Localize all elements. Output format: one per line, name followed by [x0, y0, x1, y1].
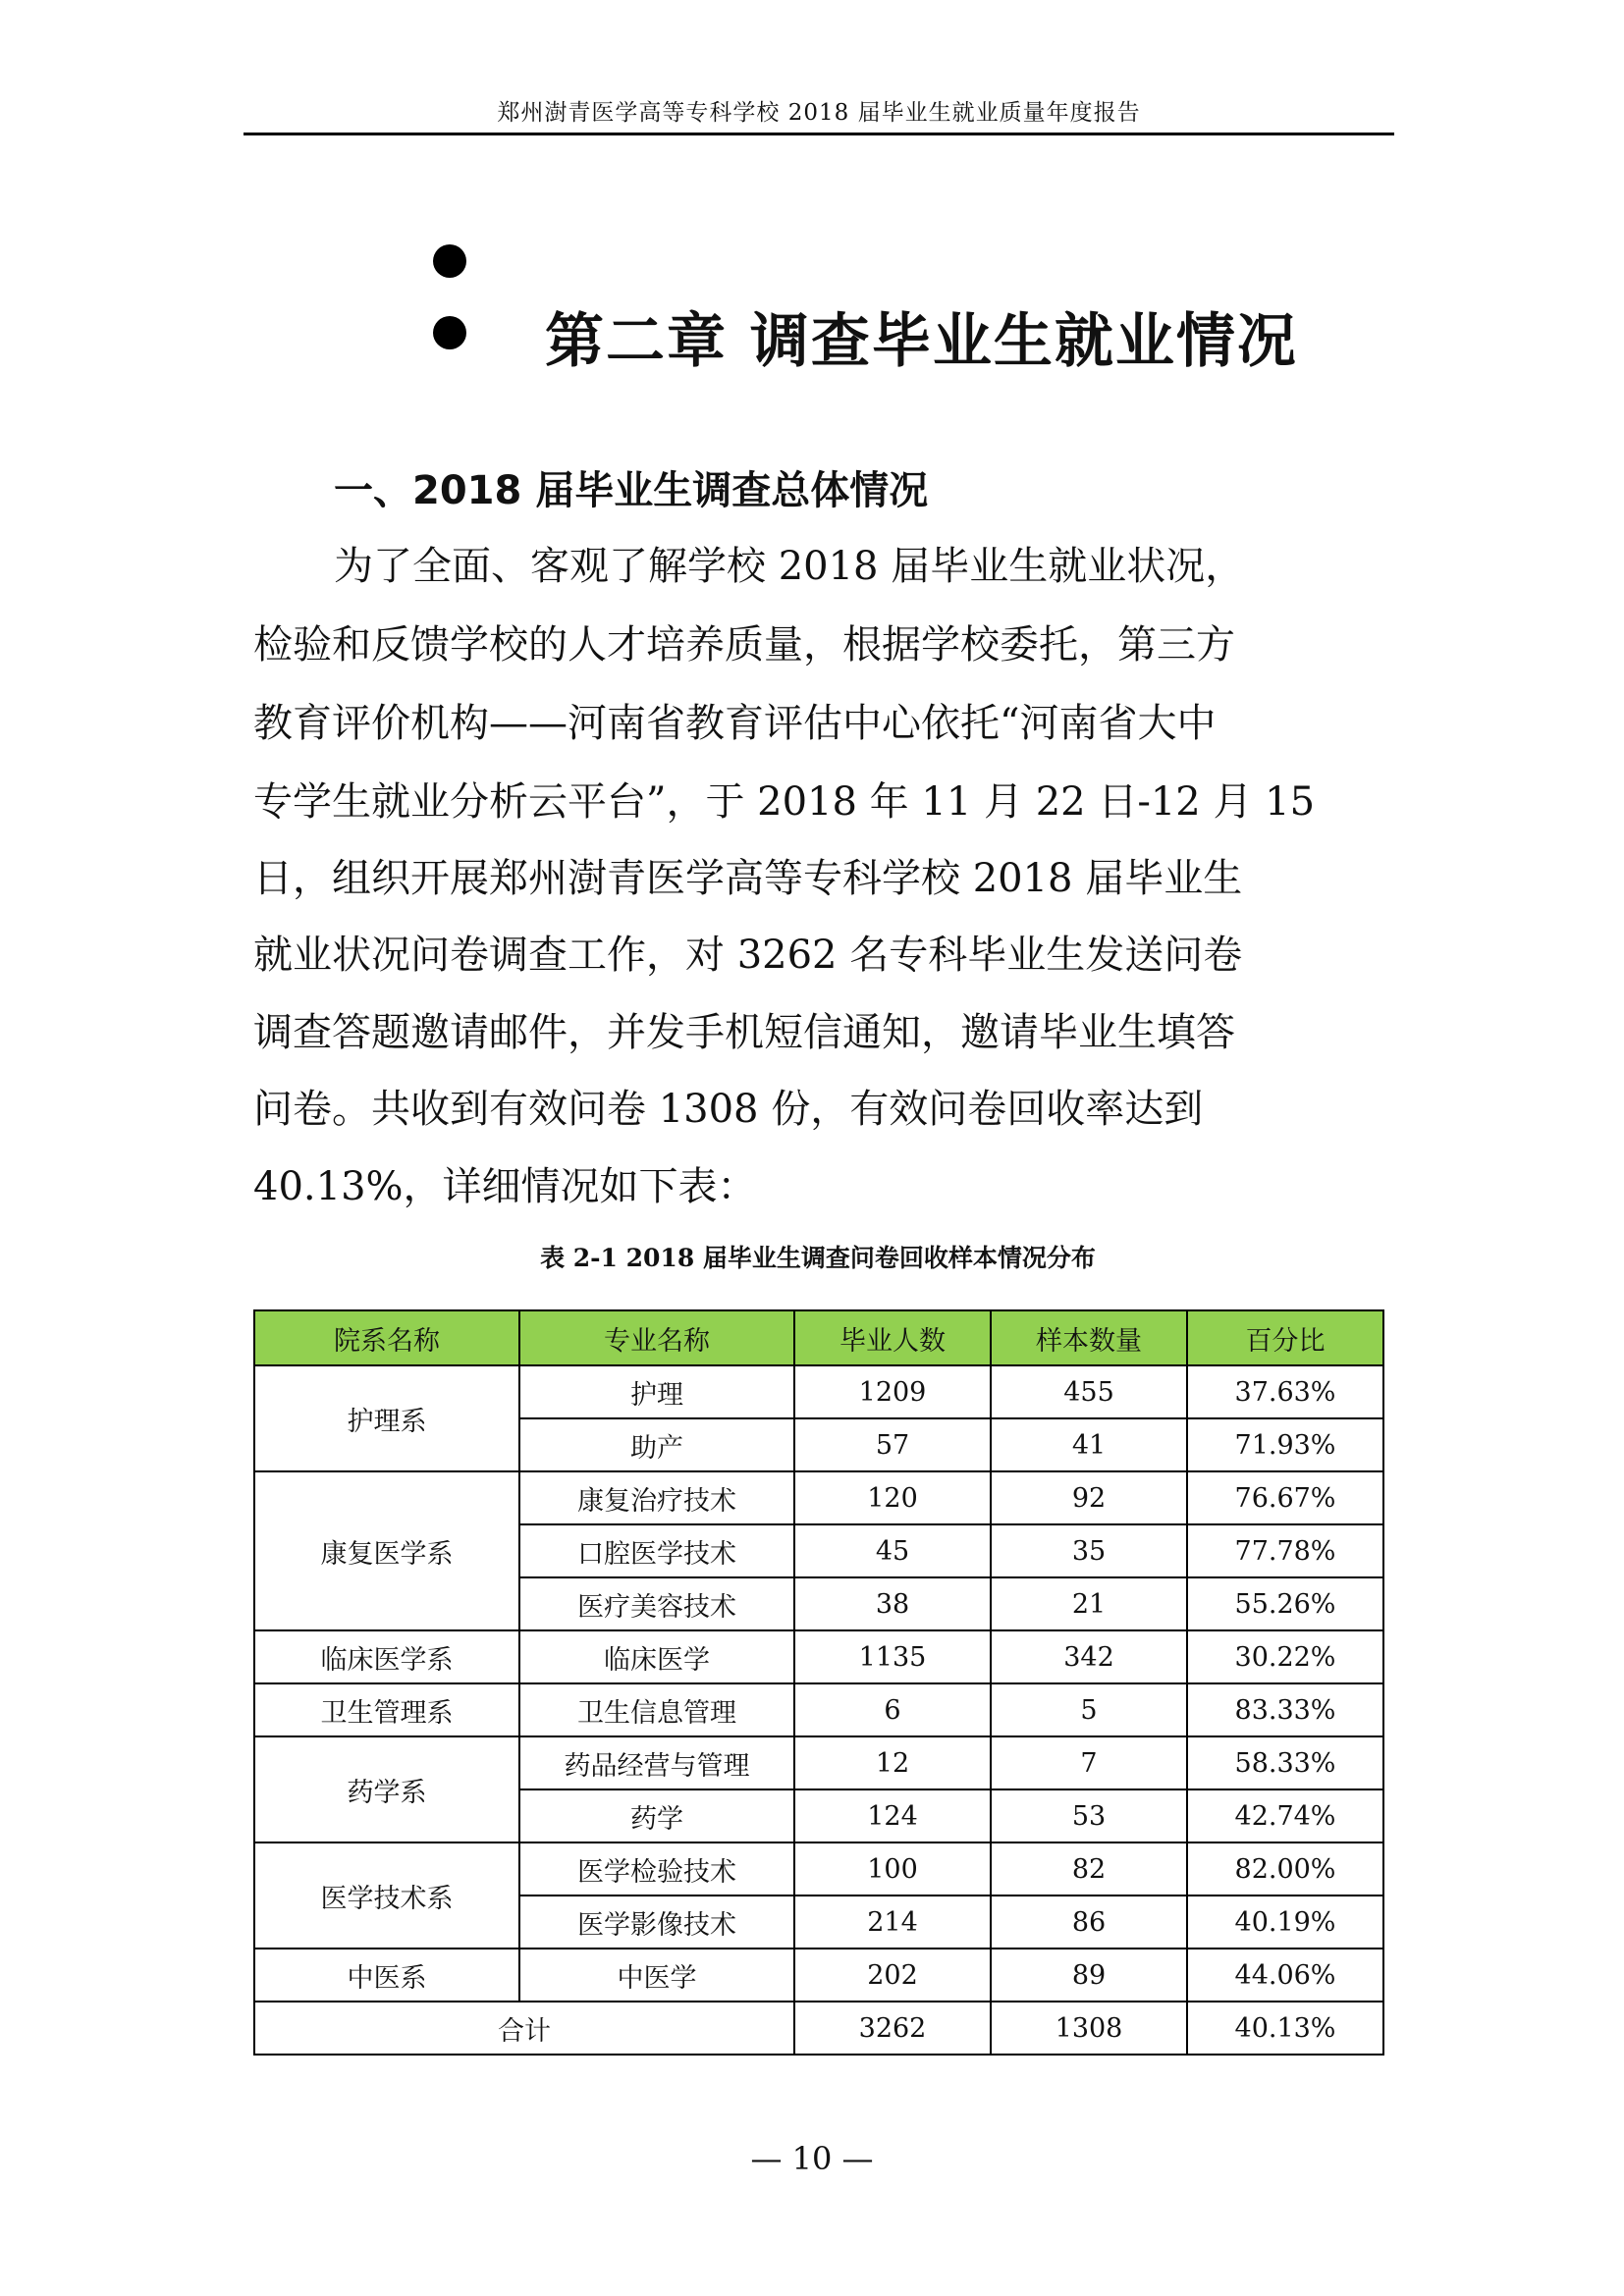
column-header-major: 专业名称 — [519, 1310, 794, 1365]
table-caption: 表 2-1 2018 届毕业生调查问卷回收样本情况分布 — [540, 1244, 1096, 1272]
graduates-cell: 38 — [794, 1577, 991, 1630]
major-cell: 药品经营与管理 — [519, 1736, 794, 1789]
major-cell: 卫生信息管理 — [519, 1683, 794, 1736]
samples-cell: 35 — [991, 1524, 1187, 1577]
chapter-title: 第二章 调查毕业生就业情况 — [545, 307, 1298, 376]
major-cell: 临床医学 — [519, 1630, 794, 1683]
department-cell: 护理系 — [254, 1365, 519, 1471]
samples-cell: 92 — [991, 1471, 1187, 1524]
total-samples-cell: 1308 — [991, 2002, 1187, 2055]
graduates-cell: 1209 — [794, 1365, 991, 1418]
percentage-cell: 76.67% — [1187, 1471, 1383, 1524]
samples-cell: 89 — [991, 1949, 1187, 2002]
bullet-icon — [433, 316, 466, 349]
samples-cell: 86 — [991, 1896, 1187, 1949]
graduates-cell: 1135 — [794, 1630, 991, 1683]
samples-cell: 53 — [991, 1789, 1187, 1842]
percentage-cell: 83.33% — [1187, 1683, 1383, 1736]
paragraph-line: 日，组织开展郑州澍青医学高等专科学校 2018 届毕业生 — [253, 856, 1243, 901]
paragraph-line: 就业状况问卷调查工作，对 3262 名专科毕业生发送问卷 — [253, 933, 1243, 978]
percentage-cell: 82.00% — [1187, 1842, 1383, 1896]
department-cell: 中医系 — [254, 1949, 519, 2002]
paragraph-line: 40.13%，详细情况如下表： — [253, 1164, 757, 1209]
samples-cell: 7 — [991, 1736, 1187, 1789]
department-cell: 临床医学系 — [254, 1630, 519, 1683]
table-row — [254, 1842, 1383, 1896]
percentage-cell: 44.06% — [1187, 1949, 1383, 2002]
section-heading: 一、2018 届毕业生调查总体情况 — [334, 468, 929, 513]
paragraph-line: 问卷。共收到有效问卷 1308 份，有效问卷回收率达到 — [253, 1087, 1204, 1132]
major-cell: 口腔医学技术 — [519, 1524, 794, 1577]
total-label-cell: 合计 — [254, 2002, 794, 2055]
department-cell: 卫生管理系 — [254, 1683, 519, 1736]
column-header-percentage: 百分比 — [1187, 1310, 1383, 1365]
percentage-cell: 40.19% — [1187, 1896, 1383, 1949]
graduates-cell: 100 — [794, 1842, 991, 1896]
department-cell: 医学技术系 — [254, 1842, 519, 1949]
graduates-cell: 12 — [794, 1736, 991, 1789]
samples-cell: 455 — [991, 1365, 1187, 1418]
bullet-icon — [433, 244, 466, 278]
graduates-cell: 124 — [794, 1789, 991, 1842]
column-header-samples: 样本数量 — [991, 1310, 1187, 1365]
graduates-cell: 120 — [794, 1471, 991, 1524]
column-header-department: 院系名称 — [254, 1310, 519, 1365]
graduates-cell: 57 — [794, 1418, 991, 1471]
percentage-cell: 77.78% — [1187, 1524, 1383, 1577]
paragraph-line: 调查答题邀请邮件，并发手机短信通知，邀请毕业生填答 — [253, 1010, 1235, 1055]
paragraph-line: 教育评价机构——河南省教育评估中心依托“河南省大中 — [253, 701, 1217, 746]
percentage-cell: 55.26% — [1187, 1577, 1383, 1630]
samples-cell: 82 — [991, 1842, 1187, 1896]
graduates-cell: 6 — [794, 1683, 991, 1736]
major-cell: 护理 — [519, 1365, 794, 1418]
table-row — [254, 1949, 1383, 2002]
percentage-cell: 37.63% — [1187, 1365, 1383, 1418]
survey-sample-table — [253, 1309, 1384, 2056]
major-cell: 医学影像技术 — [519, 1896, 794, 1949]
graduates-cell: 214 — [794, 1896, 991, 1949]
table-total-row — [254, 2002, 1383, 2055]
percentage-cell: 58.33% — [1187, 1736, 1383, 1789]
graduates-cell: 45 — [794, 1524, 991, 1577]
total-percentage-cell: 40.13% — [1187, 2002, 1383, 2055]
samples-cell: 5 — [991, 1683, 1187, 1736]
percentage-cell: 30.22% — [1187, 1630, 1383, 1683]
table-row — [254, 1683, 1383, 1736]
table-row — [254, 1471, 1383, 1524]
percentage-cell: 71.93% — [1187, 1418, 1383, 1471]
table-header-row — [254, 1310, 1383, 1365]
percentage-cell: 42.74% — [1187, 1789, 1383, 1842]
table-row — [254, 1736, 1383, 1789]
total-graduates-cell: 3262 — [794, 2002, 991, 2055]
samples-cell: 41 — [991, 1418, 1187, 1471]
samples-cell: 342 — [991, 1630, 1187, 1683]
department-cell: 药学系 — [254, 1736, 519, 1842]
table-row — [254, 1630, 1383, 1683]
column-header-graduates: 毕业人数 — [794, 1310, 991, 1365]
department-cell: 康复医学系 — [254, 1471, 519, 1630]
major-cell: 助产 — [519, 1418, 794, 1471]
header-divider — [244, 133, 1394, 135]
major-cell: 医疗美容技术 — [519, 1577, 794, 1630]
samples-cell: 21 — [991, 1577, 1187, 1630]
major-cell: 中医学 — [519, 1949, 794, 2002]
paragraph-line: 专学生就业分析云平台”，于 2018 年 11 月 22 日-12 月 15 — [253, 779, 1316, 825]
page-number: — 10 — — [750, 2140, 874, 2177]
paragraph-line: 为了全面、客观了解学校 2018 届毕业生就业状况， — [334, 544, 1245, 589]
running-header: 郑州澍青医学高等专科学校 2018 届毕业生就业质量年度报告 — [497, 100, 1141, 126]
table-row — [254, 1365, 1383, 1418]
major-cell: 药学 — [519, 1789, 794, 1842]
paragraph-line: 检验和反馈学校的人才培养质量，根据学校委托，第三方 — [253, 622, 1235, 667]
major-cell: 医学检验技术 — [519, 1842, 794, 1896]
graduates-cell: 202 — [794, 1949, 991, 2002]
major-cell: 康复治疗技术 — [519, 1471, 794, 1524]
